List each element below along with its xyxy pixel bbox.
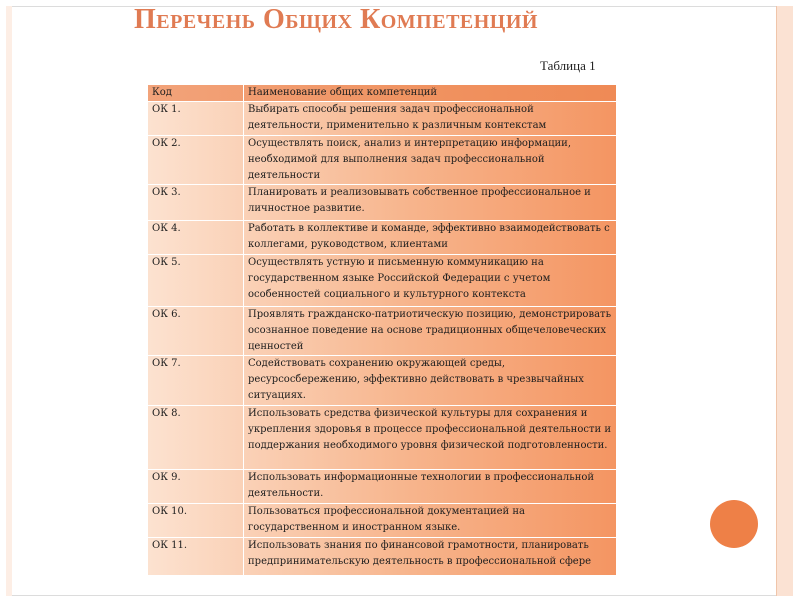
row-name: Планировать и реализовывать собственное профессиональное и личностное развитие. <box>244 185 617 221</box>
row-name: Выбирать способы решения задач профессиональной деятельности, применительно к различным контекстам <box>244 102 617 136</box>
right-decor-band <box>776 6 793 596</box>
table-row <box>148 221 617 255</box>
row-code: ОК 5. <box>148 255 244 307</box>
row-name: Содействовать сохранению окружающей среды, ресурсосбережению, эффективно действовать в чрезвычайных ситуациях. <box>244 356 617 406</box>
table-row <box>148 470 617 504</box>
row-code: ОК 1. <box>148 102 244 136</box>
row-code: ОК 11. <box>148 538 244 576</box>
decorative-circle <box>710 500 758 548</box>
table-header-row <box>148 85 617 102</box>
row-name: Работать в коллективе и команде, эффективно взаимодействовать с коллегами, руководством, клиентами <box>244 221 617 255</box>
row-code: ОК 7. <box>148 356 244 406</box>
row-code: ОК 10. <box>148 504 244 538</box>
row-name: Осуществлять устную и письменную коммуникацию на государственном языке Российской Федерации с учетом особенностей социального и культурного контекста <box>244 255 617 307</box>
row-code: ОК 4. <box>148 221 244 255</box>
page-title: Перечень Общих Компетенций <box>134 4 538 35</box>
row-name: Пользоваться профессиональной документацией на государственном и иностранном языке. <box>244 504 617 538</box>
row-code: ОК 3. <box>148 185 244 221</box>
table-row <box>148 504 617 538</box>
row-code: ОК 2. <box>148 136 244 185</box>
row-name: Осуществлять поиск, анализ и интерпретацию информации, необходимой для выполнения задач профессиональной деятельности <box>244 136 617 185</box>
table-label: Таблица 1 <box>540 58 596 73</box>
row-name: Использовать средства физической культуры для сохранения и укрепления здоровья в процессе профессиональной деятельности и поддержания необходимого уровня физической подготовленности. <box>244 406 617 470</box>
header-code: Код <box>148 85 244 102</box>
row-name: Использовать знания по финансовой грамотности, планировать предпринимательскую деятельность в профессиональной сфере <box>244 538 617 576</box>
table-row <box>148 136 617 185</box>
table-row <box>148 185 617 221</box>
table-row <box>148 538 617 576</box>
table-row <box>148 406 617 470</box>
row-code: ОК 9. <box>148 470 244 504</box>
row-name: Проявлять гражданско-патриотическую позицию, демонстрировать осознанное поведение на основе традиционных общечеловеческих ценностей <box>244 307 617 356</box>
row-code: ОК 8. <box>148 406 244 470</box>
left-decor-band <box>6 6 12 596</box>
table-row <box>148 102 617 136</box>
row-name: Использовать информационные технологии в профессиональной деятельности. <box>244 470 617 504</box>
competencies-table <box>147 84 617 576</box>
header-name: Наименование общих компетенций <box>244 85 617 102</box>
table-row <box>148 255 617 307</box>
row-code: ОК 6. <box>148 307 244 356</box>
table-row <box>148 307 617 356</box>
table-row <box>148 356 617 406</box>
